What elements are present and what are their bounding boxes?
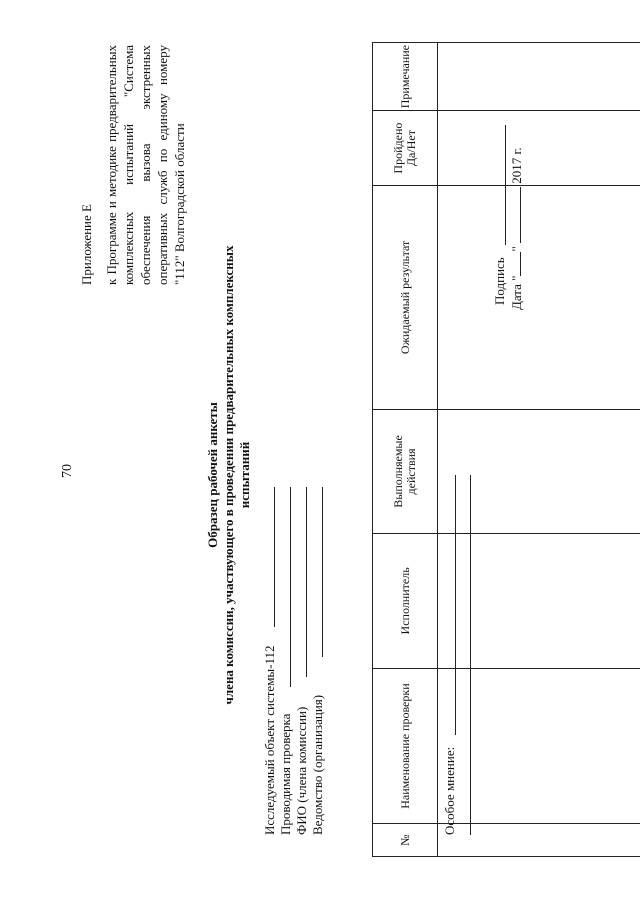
table-cell[interactable] <box>438 824 640 857</box>
appendix-text: к Программе и методике предварительных комплексных испытаний "Система обеспечения вызова экстренных оперативных служб по единому номеру "112" Волгоградской области <box>104 45 187 285</box>
field-object <box>262 645 278 835</box>
form-heading-line2: члена комиссии, участвующего в проведении предварительных комплексных испытаний <box>221 245 252 705</box>
special-opinion-line-2[interactable] <box>470 475 471 835</box>
table-cell[interactable] <box>438 409 640 533</box>
form-heading-line1: Образец рабочей анкеты <box>205 402 220 548</box>
table-row <box>438 43 640 857</box>
field-object-label: Исследуемый объект системы-112 <box>262 645 277 835</box>
table-cell[interactable] <box>438 668 640 824</box>
appendix-title: Приложение Е <box>79 204 94 285</box>
special-opinion-label: Особое мнение: <box>442 746 457 835</box>
field-agency <box>310 645 326 835</box>
field-agency-label: Ведомство (организация) <box>310 694 325 835</box>
col-passed: Пройдено Да/Нет <box>373 111 438 186</box>
col-expected-result: Ожидаемый результат <box>373 185 438 409</box>
form-fields <box>262 645 326 835</box>
col-note: Примечание <box>373 43 438 111</box>
table-cell[interactable] <box>438 43 640 111</box>
table-cell[interactable] <box>438 111 640 186</box>
field-check-label: Проводимая проверка <box>278 713 293 835</box>
field-check-line[interactable] <box>290 487 291 687</box>
table-header-row <box>373 43 438 857</box>
field-name-line[interactable] <box>306 487 307 677</box>
date-day-blank[interactable] <box>508 252 521 276</box>
evaluation-table <box>372 42 640 857</box>
appendix-note <box>78 45 188 285</box>
date-month-blank[interactable] <box>508 187 521 243</box>
field-check <box>278 645 294 835</box>
col-actions: Выполняемые действия <box>373 409 438 533</box>
table-cell[interactable] <box>438 185 640 409</box>
date-prefix: Дата " <box>509 275 524 310</box>
date-line <box>508 147 525 310</box>
page-number: 70 <box>60 464 75 478</box>
col-number: № <box>373 824 438 857</box>
field-object-line[interactable] <box>274 487 275 627</box>
signature-line[interactable] <box>505 125 506 245</box>
date-mid: " <box>509 246 524 252</box>
special-opinion-line-1[interactable] <box>455 475 456 735</box>
field-name <box>294 645 310 835</box>
field-agency-line[interactable] <box>322 487 323 657</box>
form-heading <box>205 235 253 715</box>
table-cell[interactable] <box>438 534 640 669</box>
signature-label: Подпись <box>492 257 507 305</box>
col-performer: Исполнитель <box>373 534 438 669</box>
field-name-label: ФИО (члена комиссии) <box>294 706 309 835</box>
col-check-name: Наименование проверки <box>373 668 438 824</box>
date-suffix: 2017 г. <box>509 147 524 184</box>
